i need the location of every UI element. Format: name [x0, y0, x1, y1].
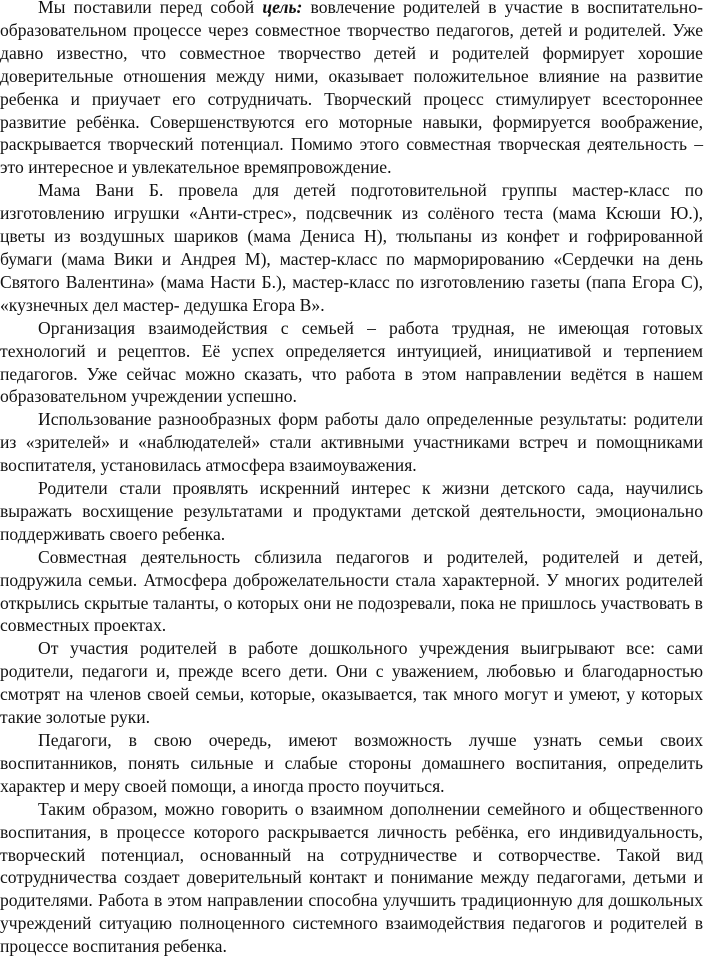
intro-lead: Мы поставили перед собой	[38, 0, 263, 17]
paragraph-master-classes: Мама Вани Б. провела для детей подготовительной группы мастер-класс по изготовлению игрушки «Анти-стрес», подсвечник из солёного теста (мама Ксюши Ю.), цветы из воздушных шариков (мама Дениса Н), тюльпаны из конфет и гофрированной бумаги (мама Вики и Андрея М), мастер-класс по марморированию «Сердечки на день Святого Валентина» (мама Насти Б.), мастер-класс по изготовлению газеты (папа Егора С), «кузнечных дел мастер- дедушка Егора В».	[0, 180, 703, 315]
paragraph-teachers: Педагоги, в свою очередь, имеют возможность лучше узнать семьи своих воспитанников, понять сильные и слабые стороны домашнего воспитания, определить характер и меру своей помощи, а иногда просто поучиться.	[0, 730, 703, 796]
paragraph-intro	[0, 0, 703, 179]
paragraph-parents-interest: Родители стали проявлять искренний интерес к жизни детского сада, научились выражать восхищение результатами и продуктами детской деятельности, эмоционально поддерживать своего ребенка.	[0, 478, 703, 544]
intro-emphasis: цель:	[262, 0, 303, 17]
paragraph-family-interaction: Организация взаимодействия с семьей – работа трудная, не имеющая готовых технологий и рецептов. Её успех определяется интуицией, инициативой и терпением педагогов. Уже сейчас можно сказать, что работа в этом направлении ведётся в нашем образовательном учреждении успешно.	[0, 317, 703, 407]
intro-rest: вовлечение родителей в участие в воспитательно-образовательном процессе через совместное творчество педагогов, детей и родителей. Уже давно известно, что совместное творчество детей и родителей формирует хорошие доверительные отношения между ними, оказывает положительное влияние на развитие ребенка и приучает его сотрудничать. Творческий процесс стимулирует всестороннее развитие ребёнка. Совершенствуются его моторные навыки, формируется воображение, раскрывается творческий потенциал. Помимо этого совместная творческая деятельность – это интересное и увлекательное времяпровождение.	[0, 0, 703, 178]
paragraph-everyone-benefits: От участия родителей в работе дошкольного учреждения выигрывают все: сами родители, педагоги и, прежде всего дети. Они с уважением, любовью и благодарностью смотрят на членов своей семьи, которые, оказывается, так много могут и умеют, у которых такие золотые руки.	[0, 638, 703, 728]
paragraph-results: Использование разнообразных форм работы дало определенные результаты: родители из «зрителей» и «наблюдателей» стали активными участниками встреч и помощниками воспитателя, установилась атмосфера взаимоуважения.	[0, 409, 703, 476]
paragraph-conclusion: Таким образом, можно говорить о взаимном дополнении семейного и общественного воспитания, в процессе которого раскрывается личность ребёнка, его индивидуальность, творческий потенциал, основанный на сотрудничестве и сотворчестве. Такой вид сотрудничества создает доверительный контакт и понимание между педагогами, детьми и родителями. Работа в этом направлении способна улучшить традиционную для дошкольных учреждений ситуацию полноценного системного взаимодействия педагогов и родителей в процессе воспитания ребенка.	[0, 798, 703, 957]
paragraph-joint-activity: Совместная деятельность сблизила педагогов и родителей, родителей и детей, подружила семьи. Атмосфера доброжелательности стала характерной. У многих родителей открылись скрытые таланты, о которых они не подозревали, пока не пришлось участвовать в совместных проектах.	[0, 546, 703, 636]
